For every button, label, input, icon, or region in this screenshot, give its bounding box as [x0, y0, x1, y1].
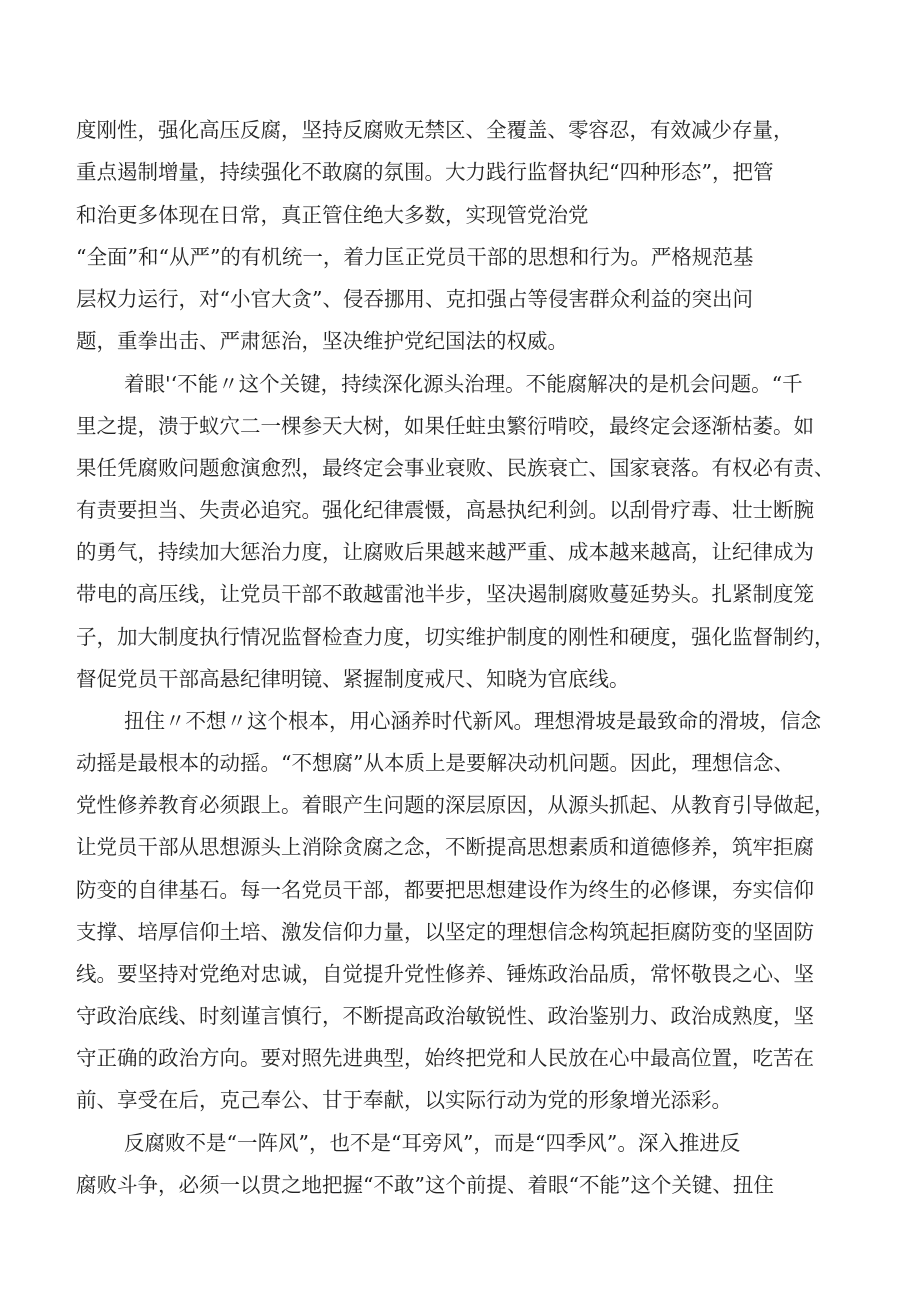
- text-line: 有责要担当、失责必追究。强化纪律震慑，高悬执纪利剑。以刮骨疗毒、壮士断腕: [76, 498, 814, 522]
- text-line: 防变的自律基石。每一名党员干部，都要把思想建设作为终生的必修课，夯实信仰: [76, 878, 814, 902]
- text-line: 里之提，溃于蚁穴二一棵参天大树，如果任蛀虫繁衍啃咬，最终定会逐渐枯萎。如: [76, 414, 814, 438]
- text-line: 题，重拳出击、严肃惩治，坚决维护党纪国法的权威。: [76, 329, 568, 353]
- text-line: 果任凭腐败问题愈演愈烈，最终定会事业衰败、民族衰亡、国家衰落。有权必有责、: [76, 456, 835, 480]
- text-line: 守政治底线、时刻谨言慎行，不断提高政治敏锐性、政治鉴别力、政治成熟度，坚: [76, 1004, 814, 1028]
- text-line: 重点遏制增量，持续强化不敢腐的氛围。大力践行监督执纪“四种形态”，把管: [76, 160, 774, 184]
- text-line: 督促党员干部高悬纪律明镜、紧握制度戒尺、知晓为官底线。: [76, 667, 630, 691]
- text-line: 带电的高压线，让党员干部不敢越雷池半步，坚决遏制腐败蔓延势头。扎紧制度笼: [76, 582, 814, 606]
- text-line: 腐败斗争，必须一以贯之地把握“不敢”这个前提、着眼“不能”这个关键、扭住: [76, 1173, 774, 1197]
- text-line: 层权力运行，对“小官大贪”、侵吞挪用、克扣强占等侵害群众利益的突出问: [76, 287, 753, 311]
- text-line: 的勇气，持续加大惩治力度，让腐败后果越来越严重、成本越来越高，让纪律成为: [76, 540, 814, 564]
- text-line: 度刚性，强化高压反腐，坚持反腐败无禁区、全覆盖、零容忍，有效减少存量，: [76, 118, 794, 142]
- text-line: 动摇是最根本的动摇。“不想腐”从本质上是要解决动机问题。因此，理想信念、: [76, 751, 794, 775]
- text-line: 支撑、培厚信仰土培、激发信仰力量，以坚定的理想信念构筑起拒腐防变的坚固防: [76, 920, 814, 944]
- text-line: “全面”和“从严”的有机统一，着力匡正党员干部的思想和行为。严格规范基: [76, 245, 754, 269]
- text-line: 党性修养教育必须跟上。着眼产生问题的深层原因，从源头抓起、从教育引导做起，: [76, 793, 835, 817]
- paragraph-start-line: 着眼'‘不能〃这个关键，持续深化源头治理。不能腐解决的是机会问题。“千: [124, 372, 803, 396]
- paragraph-start-line: 反腐败不是“一阵风”，也不是“耳旁风”，而是“四季风”。深入推进反: [124, 1131, 741, 1155]
- text-line: 前、享受在后，克己奉公、甘于奉献，以实际行动为党的形象增光添彩。: [76, 1088, 732, 1112]
- paragraph-start-line: 扭住〃不想〃这个根本，用心涵养时代新风。理想滑坡是最致命的滑坡，信念: [124, 709, 821, 733]
- text-line: 和治更多体现在日常，真正管住绝大多数，实现管党治党: [76, 203, 589, 227]
- text-line: 子，加大制度执行情况监督检查力度，切实维护制度的刚性和硬度，强化监督制约，: [76, 625, 835, 649]
- text-line: 让党员干部从思想源头上消除贪腐之念，不断提高思想素质和道德修养，筑牢拒腐: [76, 835, 814, 859]
- text-line: 线。要坚持对党绝对忠诚，自觉提升党性修养、锤炼政治品质，常怀敬畏之心、坚: [76, 962, 814, 986]
- text-line: 守正确的政治方向。要对照先进典型，始终把党和人民放在心中最高位置，吃苦在: [76, 1046, 814, 1070]
